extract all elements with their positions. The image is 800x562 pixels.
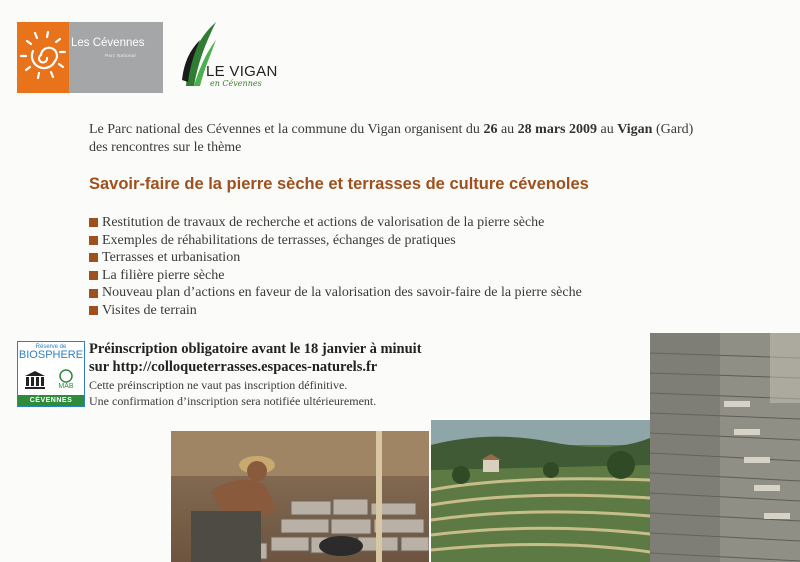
intro-date-end: 28 mars 2009 bbox=[517, 122, 597, 137]
topic-text: Visites de terrain bbox=[102, 302, 197, 318]
intro-part: Le Parc national des Cévennes et la commune du Vigan organisent du bbox=[89, 122, 484, 137]
bullet-icon bbox=[89, 271, 98, 280]
list-item bbox=[89, 302, 582, 320]
intro-line2: des rencontres sur le thème bbox=[89, 140, 242, 155]
list-item bbox=[89, 232, 582, 250]
svg-text:MAB: MAB bbox=[58, 383, 74, 390]
bullet-icon bbox=[89, 306, 98, 315]
terraces-photo bbox=[431, 420, 650, 562]
cevennes-logo bbox=[17, 22, 163, 93]
vigan-logo-subtitle: en Cévennes bbox=[210, 79, 262, 88]
vigan-logo-title: LE VIGAN bbox=[206, 63, 278, 80]
spiral-icon bbox=[17, 22, 69, 93]
stone-wall-photo bbox=[650, 333, 800, 562]
cevennes-logo-name: Les Cévennes bbox=[71, 37, 145, 49]
bullet-icon bbox=[89, 236, 98, 245]
intro-part: (Gard) bbox=[652, 122, 694, 137]
registration-url[interactable]: sur http://colloqueterrasses.espaces-naturels.fr bbox=[89, 359, 378, 375]
bullet-icon bbox=[89, 253, 98, 262]
topic-text: La filière pierre sèche bbox=[102, 267, 225, 283]
biosphere-badge-top: Réserve de bbox=[35, 344, 67, 350]
theme-title: Savoir-faire de la pierre sèche et terrasses de culture cévenoles bbox=[89, 175, 589, 193]
topic-list bbox=[89, 214, 582, 320]
stone-mason-photo bbox=[171, 431, 429, 562]
topic-text: Exemples de réhabilitations de terrasses, échanges de pratiques bbox=[102, 232, 456, 248]
intro-place: Vigan bbox=[617, 122, 653, 137]
unesco-icon bbox=[24, 370, 46, 390]
list-item bbox=[89, 284, 582, 302]
biosphere-badge-main: BIOSPHERE bbox=[18, 349, 84, 361]
intro-part: au bbox=[497, 122, 518, 137]
registration-deadline: Préinscription obligatoire avant le 18 janvier à minuit bbox=[89, 341, 422, 357]
registration-note-1: Cette préinscription ne vaut pas inscription définitive. bbox=[89, 378, 348, 392]
list-item bbox=[89, 249, 582, 267]
cevennes-logo-subtitle: Parc National bbox=[105, 53, 136, 58]
mab-icon bbox=[54, 368, 78, 390]
vigan-logo bbox=[176, 20, 276, 96]
biosphere-icons bbox=[22, 368, 80, 392]
topic-text: Terrasses et urbanisation bbox=[102, 250, 241, 266]
list-item bbox=[89, 267, 582, 285]
topic-text: Restitution de travaux de recherche et actions de valorisation de la pierre sèche bbox=[102, 215, 545, 230]
registration-note-2: Une confirmation d’inscription sera notifiée ultérieurement. bbox=[89, 394, 377, 408]
biosphere-badge-footer: CÉVENNES bbox=[18, 395, 84, 406]
list-item bbox=[89, 214, 582, 232]
intro-part: au bbox=[596, 122, 618, 137]
cevennes-logo-mark bbox=[17, 22, 69, 93]
bullet-icon bbox=[89, 289, 98, 298]
topic-text: Nouveau plan d’actions en faveur de la valorisation des savoir-faire de la pierre sèche bbox=[102, 285, 582, 301]
bullet-icon bbox=[89, 218, 98, 227]
intro-date-start: 26 bbox=[483, 122, 498, 137]
biosphere-badge bbox=[17, 341, 85, 407]
intro-text bbox=[89, 121, 789, 157]
